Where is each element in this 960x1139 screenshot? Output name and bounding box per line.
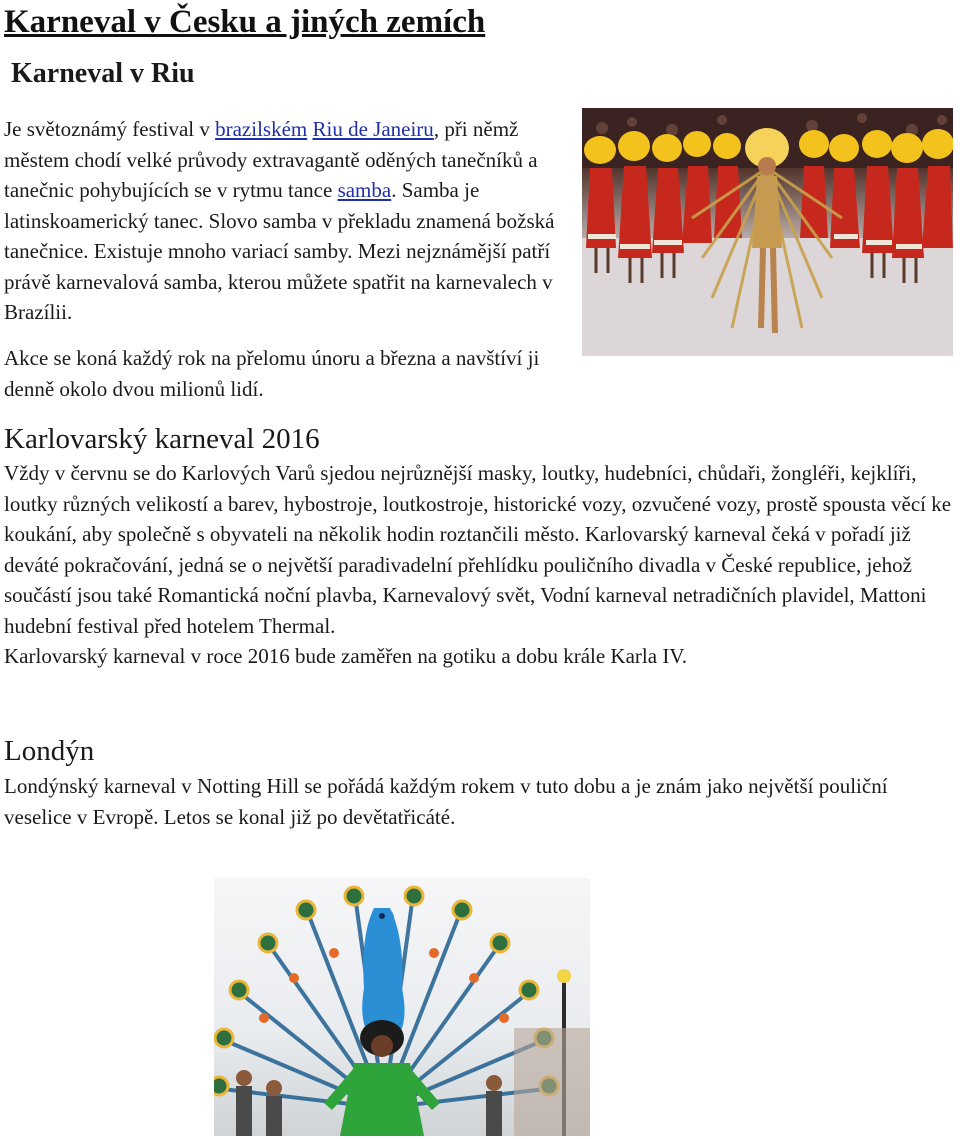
rio-text-start: Je světoznámý festival v bbox=[4, 117, 216, 141]
rio-paragraph bbox=[4, 114, 574, 328]
rio-text-end: . Samba je latinskoamerický tanec. Slovo samba v překladu znamená božská tanečnice. Existuje mnoho variací samby. Mezi nejznámější patří právě karnevalová samba, kterou můžete spatřit na karnevalech v Brazílii. bbox=[4, 178, 555, 324]
link-samba[interactable]: samba bbox=[337, 178, 392, 202]
rio-heading: Karneval v Riu bbox=[11, 58, 195, 89]
karlovy-paragraph: Vždy v červnu se do Karlových Varů sjedou nejrůznější masky, loutky, hudebníci, chůdaři, žongléři, kejklíři, loutky různých velikostí a barev, hybostroje, loutkostroje, historické vozy, ozvučené vozy, prostě spousta věcí ke koukání, aby společně s obyvateli na několik hodin roztančili město. Karlovarský karneval čeká v pořadí již deváté pokračování, jedná se o největší paradivadelní přehlídku pouličního divadla v České republice, jehož součástí jsou také Romantická noční plavba, Karnevalový svět, Vodní karneval netradičních plavidel, Mattoni hudební festival před hotelem Thermal. bbox=[4, 461, 952, 638]
rio-text-middle: , při němž městem chodí velké průvody extravagantě oděných tanečníků a tanečnic pohybujících se v rytmu tance bbox=[4, 117, 538, 202]
karlovy-paragraph-2: Karlovarský karneval v roce 2016 bude zaměřen na gotiku a dobu krále Karla IV. bbox=[4, 644, 688, 668]
london-paragraph: Londýnský karneval v Notting Hill se pořádá každým rokem v tuto dobu a je znám jako největší pouliční veselice v Evropě. Letos se konal již po devětatřicáté. bbox=[4, 774, 888, 829]
peacock-costume-photo bbox=[214, 878, 590, 1136]
samba-dancers-illustration bbox=[582, 108, 953, 356]
link-riu-de-janeiru[interactable]: Riu de Janeiru bbox=[312, 117, 434, 141]
samba-dancers-photo bbox=[582, 108, 953, 356]
rio-paragraph-2: Akce se koná každý rok na přelomu únoru a března a navštíví ji denně okolo dvou milionů lidí. bbox=[4, 346, 540, 401]
london-heading: Londýn bbox=[4, 735, 95, 767]
page-title: Karneval v Česku a jiných zemích bbox=[4, 4, 486, 40]
link-brazilskem[interactable]: brazilském bbox=[215, 117, 308, 141]
peacock-costume-illustration bbox=[214, 878, 590, 1136]
karlovy-heading: Karlovarský karneval 2016 bbox=[4, 423, 320, 455]
karlovy-text bbox=[4, 458, 954, 672]
